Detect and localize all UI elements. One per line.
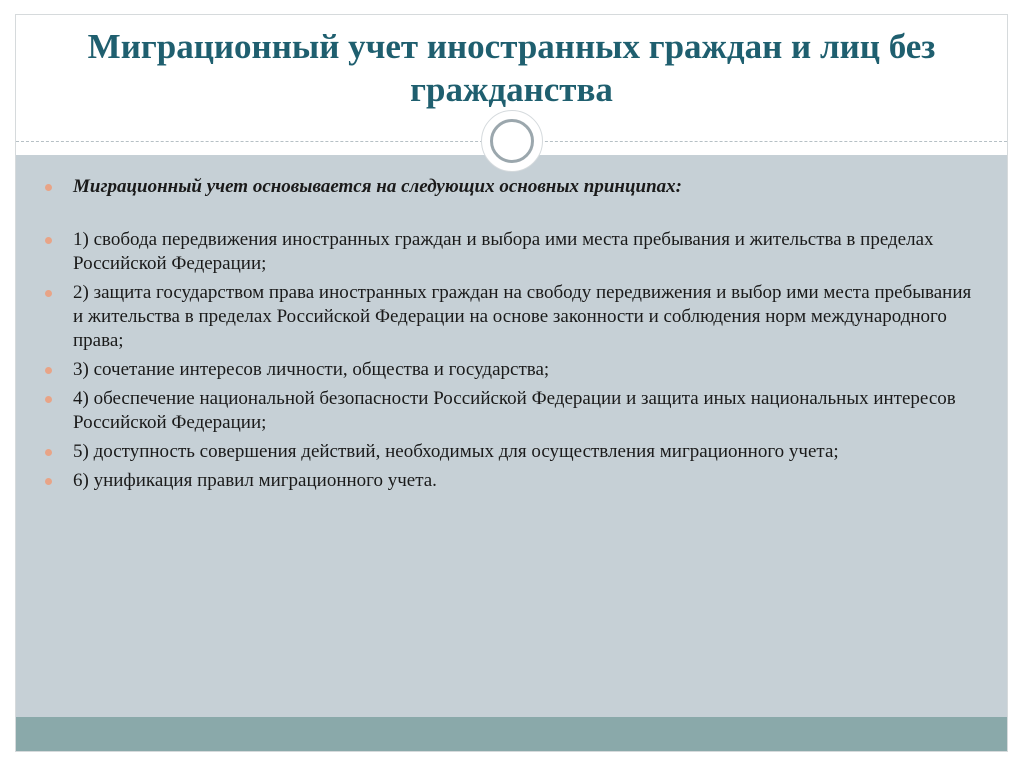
list-item-text: 2) защита государством права иностранных граждан на свободу передвижения и выбор ими места пребывания и жительства в пределах Российской Федерации на основе законности и соблюдения норм международного права; [73, 282, 972, 351]
list-item-text: 3) сочетание интересов личности, общества и государства; [73, 359, 550, 380]
slide-title: Миграционный учет иностранных граждан и лиц без гражданства [87, 27, 936, 109]
slide [15, 14, 1008, 752]
bullet-dot-icon [45, 290, 52, 297]
list-item [42, 358, 982, 382]
bullet-list [42, 175, 982, 498]
list-item [42, 469, 982, 493]
list-item-text: 5) доступность совершения действий, необходимых для осуществления миграционного учета; [73, 441, 839, 462]
circle-ornament-icon [481, 110, 543, 172]
list-item [42, 440, 982, 464]
circle-ornament-inner [490, 119, 534, 163]
list-item [42, 387, 982, 435]
footer-band [16, 717, 1007, 752]
list-item-lead [42, 175, 982, 199]
bullet-dot-icon [45, 367, 52, 374]
list-item-text: 4) обеспечение национальной безопасности Российской Федерации и защита иных национальных интересов Российской Федерации; [73, 388, 956, 433]
list-item [42, 281, 982, 353]
bullet-dot-icon [45, 237, 52, 244]
list-item-text: 1) свобода передвижения иностранных граждан и выбора ими места пребывания и жительства в пределах Российской Федерации; [73, 229, 934, 274]
bullet-dot-icon [45, 396, 52, 403]
bullet-dot-icon [45, 449, 52, 456]
list-item-text: 6) унификация правил миграционного учета. [73, 470, 437, 491]
list-item [42, 228, 982, 276]
bullet-dot-icon [45, 478, 52, 485]
list-item-text: Миграционный учет основывается на следующих основных принципах: [73, 176, 682, 197]
bullet-dot-icon [45, 184, 52, 191]
